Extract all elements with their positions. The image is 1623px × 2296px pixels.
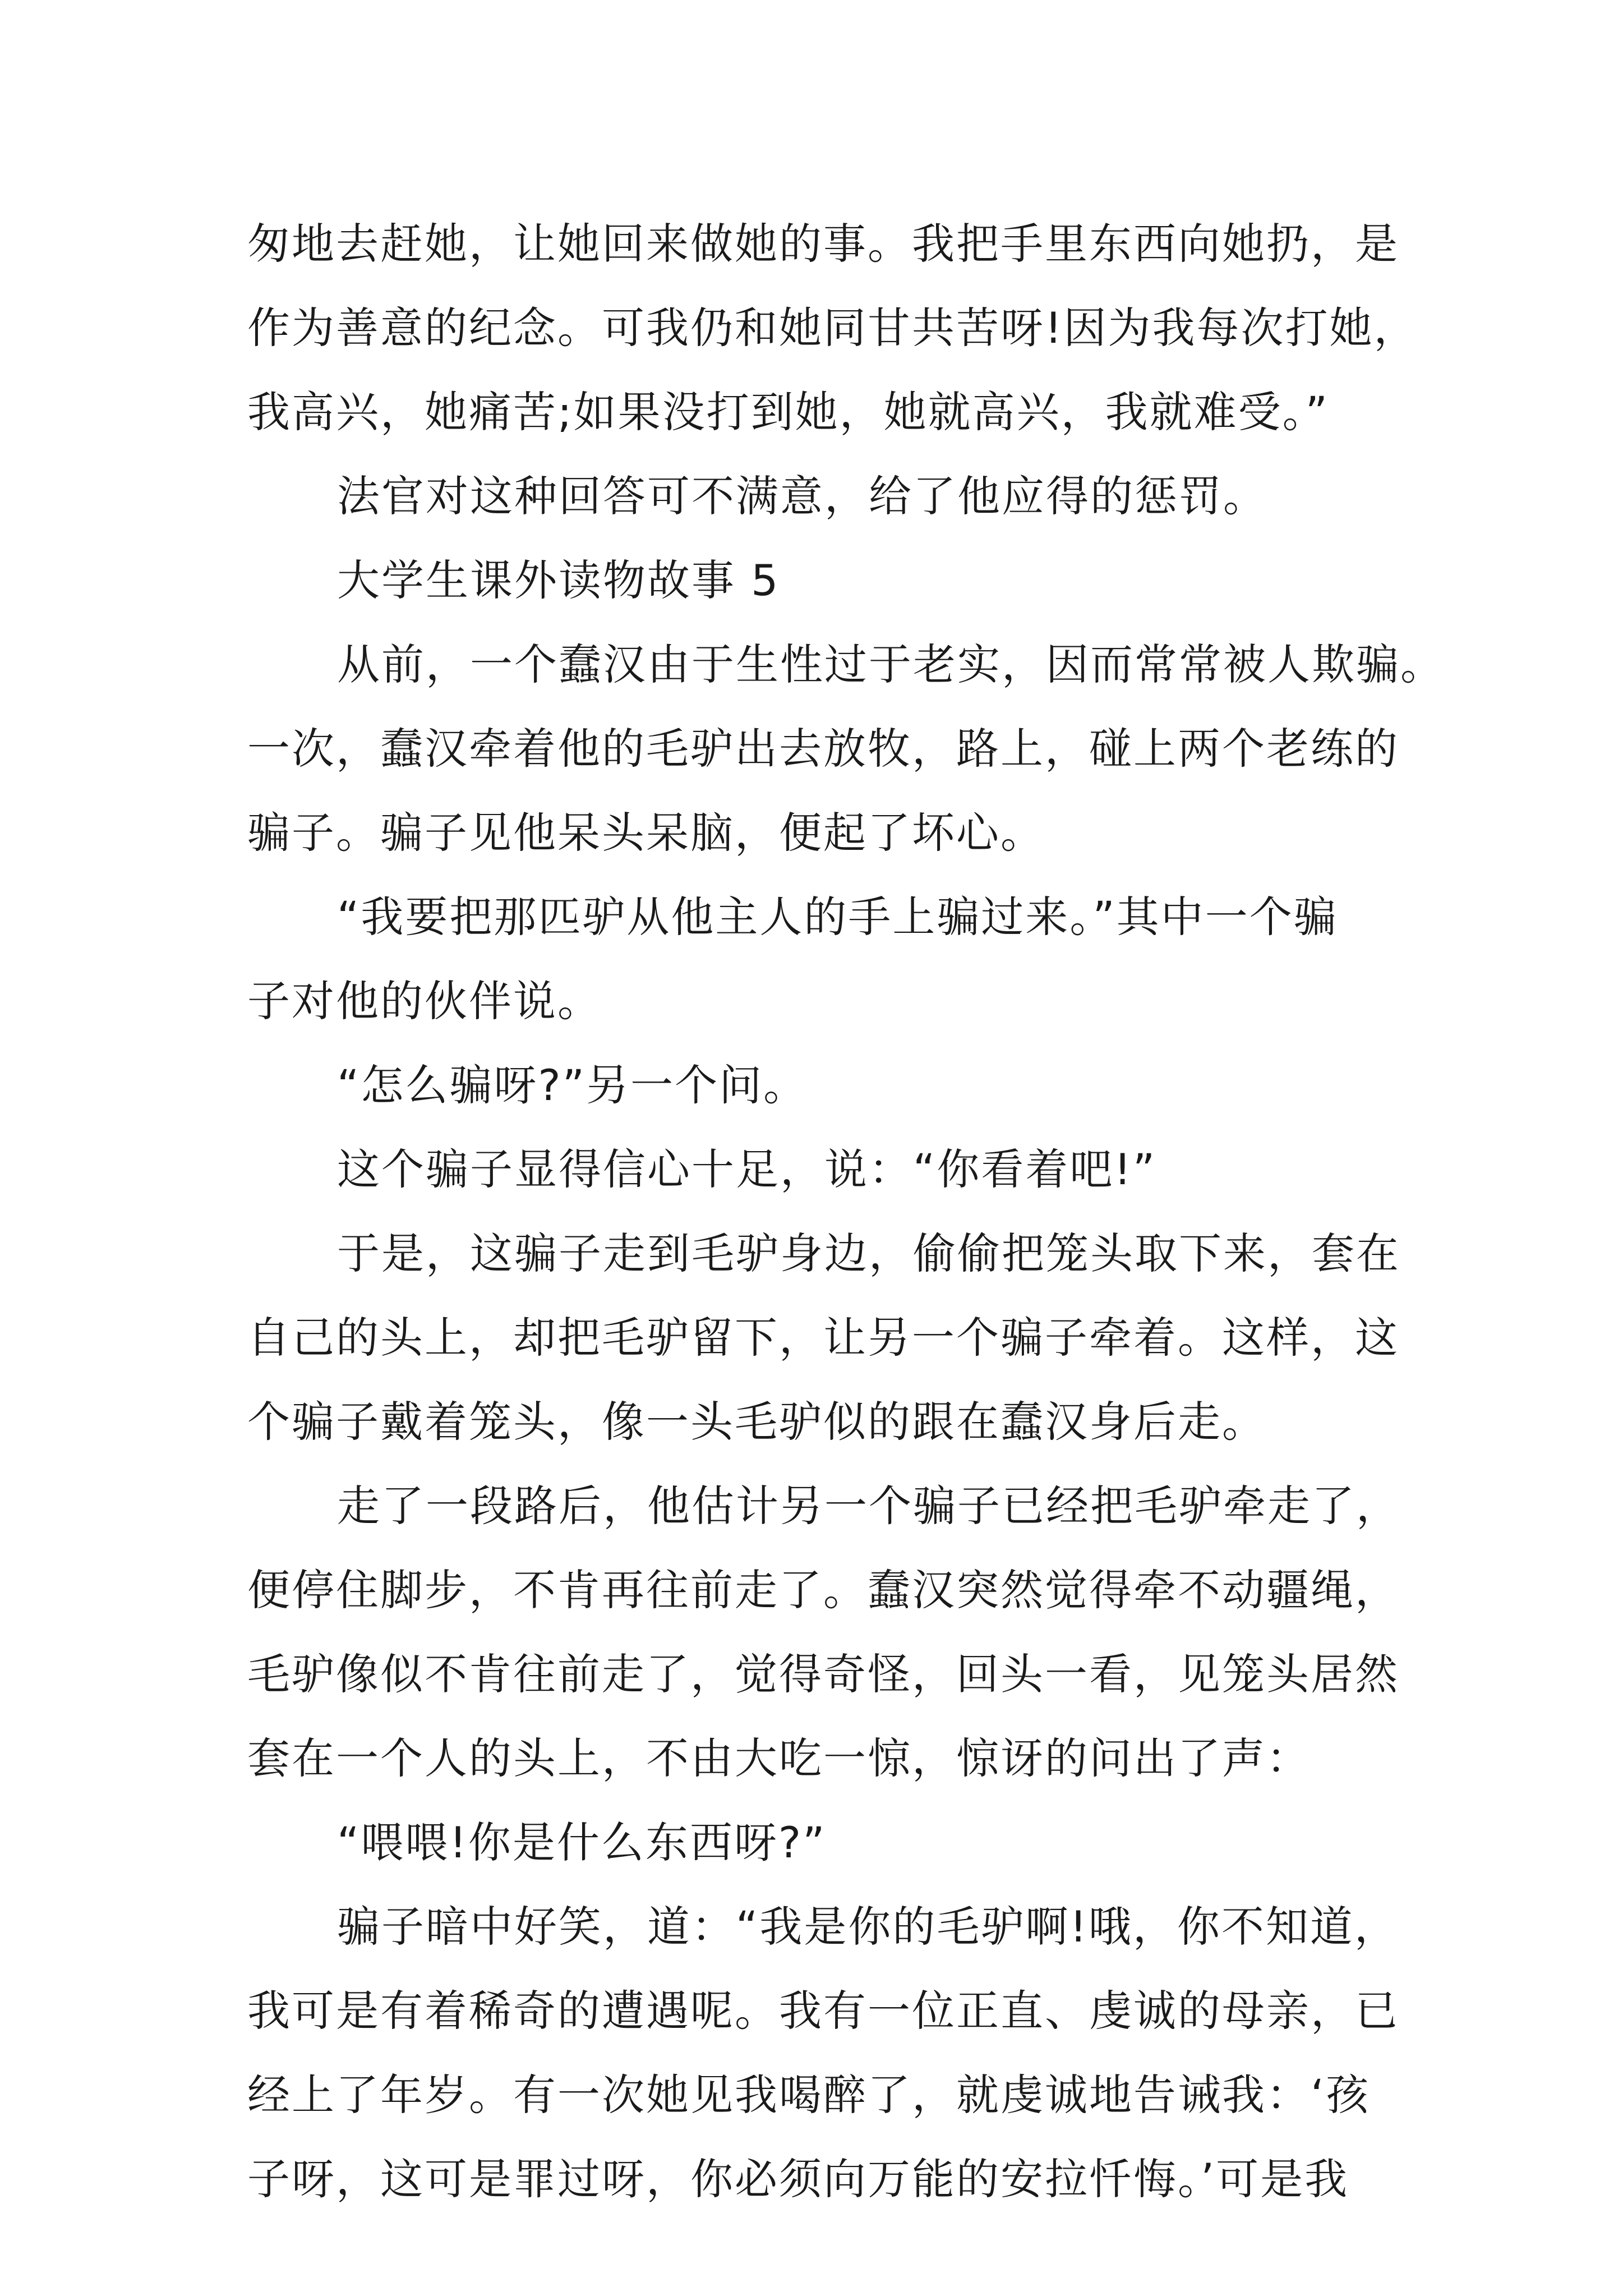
text-line: 便停住脚步，不肯再往前走了。蠢汉突然觉得牵不动疆绳， bbox=[247, 1565, 1399, 1615]
text-line: 这个骗子显得信心十足，说：“你看着吧!” bbox=[337, 1144, 1157, 1194]
text-line: 毛驴像似不肯往前走了，觉得奇怪，回头一看，见笼头居然 bbox=[247, 1649, 1399, 1699]
text-line: “怎么骗呀?”另一个问。 bbox=[337, 1060, 808, 1110]
document-body bbox=[247, 202, 1445, 2221]
text-line: 作为善意的纪念。可我仍和她同甘共苦呀!因为我每次打她， bbox=[247, 303, 1418, 353]
text-line: 我高兴，她痛苦;如果没打到她，她就高兴，我就难受。” bbox=[247, 387, 1329, 437]
text-line: 从前，一个蠢汉由于生性过于老实，因而常常被人欺骗。 bbox=[337, 639, 1445, 689]
text-line: 骗子。骗子见他呆头呆脑，便起了坏心。 bbox=[247, 808, 1045, 858]
text-line: 于是，这骗子走到毛驴身边，偷偷把笼头取下来，套在 bbox=[337, 1228, 1400, 1278]
text-line: 一次，蠢汉牵着他的毛驴出去放牧，路上，碰上两个老练的 bbox=[247, 724, 1399, 774]
text-line: 套在一个人的头上，不由大吃一惊，惊讶的问出了声： bbox=[247, 1733, 1311, 1783]
text-line: 自己的头上，却把毛驴留下，让另一个骗子牵着。这样，这 bbox=[247, 1313, 1399, 1363]
text-line: 子呀，这可是罪过呀，你必须向万能的安拉忏悔。’可是我 bbox=[247, 2154, 1349, 2204]
text-line: 走了一段路后，他估计另一个骗子已经把毛驴牵走了， bbox=[337, 1481, 1400, 1531]
text-line: 骗子暗中好笑，道：“我是你的毛驴啊!哦，你不知道， bbox=[337, 1902, 1399, 1952]
section-heading: 大学生课外读物故事 5 bbox=[337, 555, 780, 605]
text-line: “我要把那匹驴从他主人的手上骗过来。”其中一个骗 bbox=[337, 892, 1338, 942]
text-line: “喂喂!你是什么东西呀?” bbox=[337, 1818, 827, 1867]
text-line: 法官对这种回答可不满意，给了他应得的惩罚。 bbox=[337, 471, 1267, 521]
text-line: 子对他的伙伴说。 bbox=[247, 976, 602, 1026]
text-line: 我可是有着稀奇的遭遇呢。我有一位正直、虔诚的母亲，已 bbox=[247, 1986, 1399, 2036]
text-line: 个骗子戴着笼头，像一头毛驴似的跟在蠢汉身后走。 bbox=[247, 1397, 1266, 1447]
text-line: 匆地去赶她，让她回来做她的事。我把手里东西向她扔，是 bbox=[247, 219, 1399, 269]
text-line: 经上了年岁。有一次她见我喝醉了，就虔诚地告诫我：‘孩 bbox=[247, 2070, 1371, 2120]
